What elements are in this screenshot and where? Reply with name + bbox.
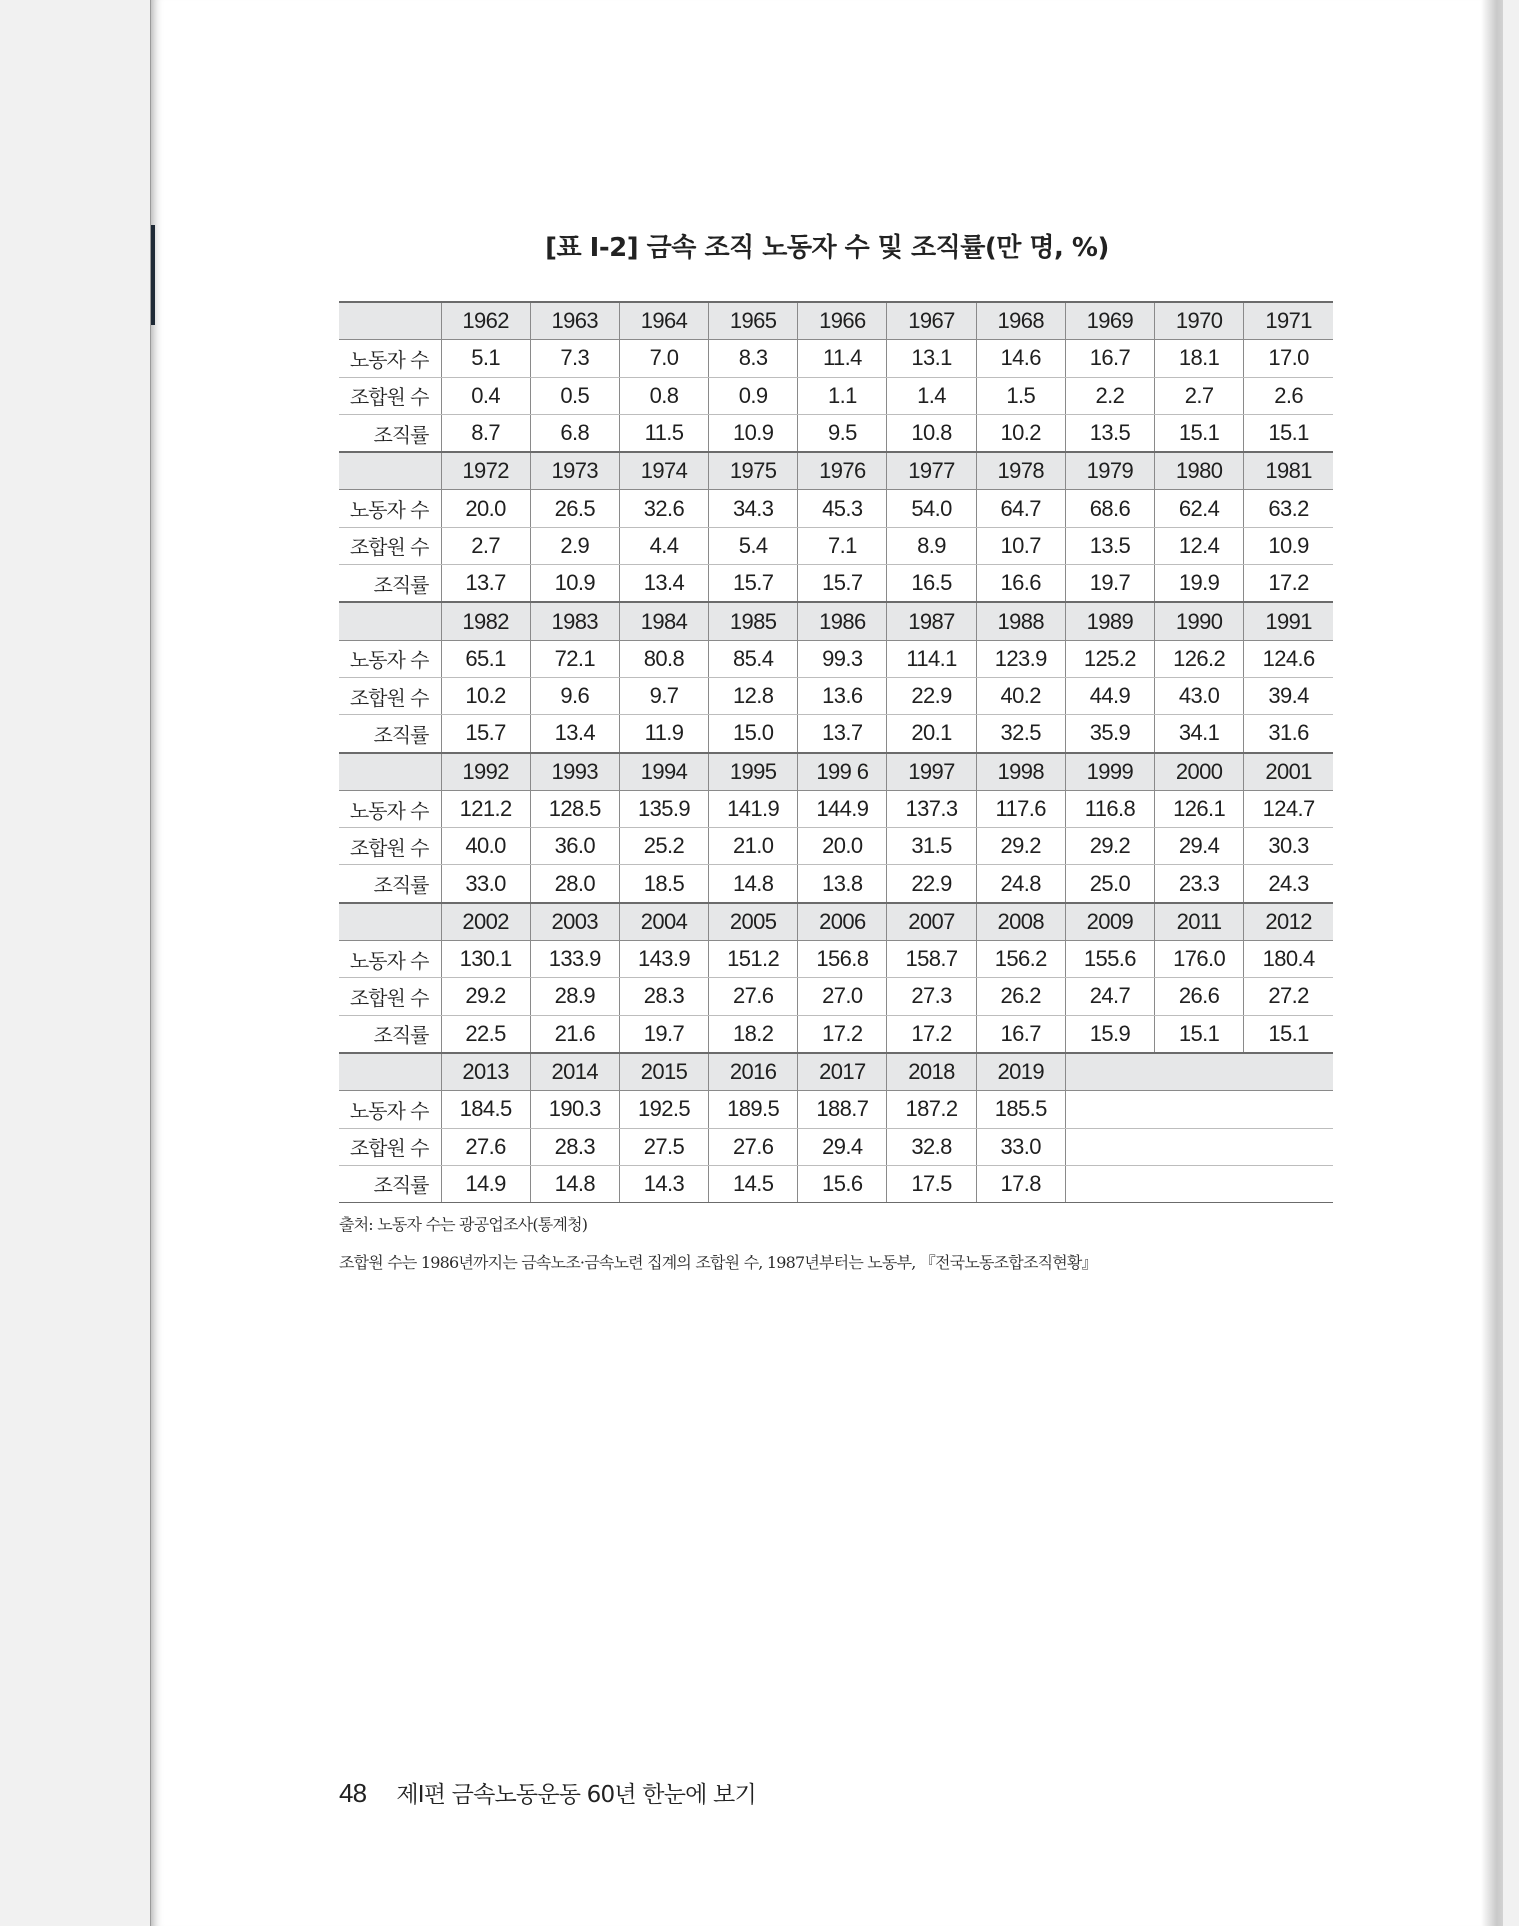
year-cell: 1976 — [798, 452, 887, 490]
value-cell: 20.0 — [441, 490, 530, 527]
table-row — [339, 828, 1333, 865]
year-cell: 1968 — [976, 302, 1065, 340]
value-cell: 189.5 — [709, 1091, 798, 1128]
value-cell: 39.4 — [1244, 677, 1333, 714]
value-cell: 188.7 — [798, 1091, 887, 1128]
row-label: 조직률 — [339, 565, 441, 603]
year-cell: 1983 — [530, 602, 619, 640]
value-cell: 13.5 — [1065, 527, 1154, 564]
value-cell: 2.2 — [1065, 377, 1154, 414]
value-cell: 35.9 — [1065, 715, 1154, 753]
row-label: 노동자 수 — [339, 490, 441, 527]
row-label: 조합원 수 — [339, 1128, 441, 1165]
value-cell: 143.9 — [619, 941, 708, 978]
value-cell: 16.7 — [976, 1015, 1065, 1053]
statistics-table — [339, 301, 1333, 1203]
value-cell: 176.0 — [1155, 941, 1244, 978]
table-row — [339, 340, 1333, 377]
value-cell: 17.0 — [1244, 340, 1333, 377]
value-cell: 43.0 — [1155, 677, 1244, 714]
value-cell: 80.8 — [619, 640, 708, 677]
value-cell: 13.8 — [798, 865, 887, 903]
value-cell: 27.2 — [1244, 978, 1333, 1015]
year-cell: 1967 — [887, 302, 976, 340]
value-cell: 14.6 — [976, 340, 1065, 377]
value-cell: 18.2 — [709, 1015, 798, 1053]
value-cell: 29.2 — [976, 828, 1065, 865]
table-row — [339, 978, 1333, 1015]
value-cell: 2.6 — [1244, 377, 1333, 414]
value-cell: 10.2 — [441, 677, 530, 714]
value-cell: 16.7 — [1065, 340, 1154, 377]
value-cell: 1.5 — [976, 377, 1065, 414]
year-cell: 1986 — [798, 602, 887, 640]
value-cell: 126.1 — [1155, 790, 1244, 827]
year-cell: 1981 — [1244, 452, 1333, 490]
value-cell: 184.5 — [441, 1091, 530, 1128]
value-cell: 64.7 — [976, 490, 1065, 527]
value-cell: 32.6 — [619, 490, 708, 527]
year-header-row — [339, 753, 1333, 791]
value-cell: 9.5 — [798, 414, 887, 452]
corner-cell — [339, 1053, 441, 1091]
value-cell: 15.7 — [798, 565, 887, 603]
table-row — [339, 565, 1333, 603]
value-cell: 26.5 — [530, 490, 619, 527]
value-cell: 117.6 — [976, 790, 1065, 827]
value-cell: 185.5 — [976, 1091, 1065, 1128]
row-label: 노동자 수 — [339, 790, 441, 827]
value-cell: 15.7 — [709, 565, 798, 603]
value-cell: 29.4 — [798, 1128, 887, 1165]
member-source-note: 조합원 수는 1986년까지는 금속노조·금속노련 집계의 조합원 수, 1987년부터는 노동부, 『전국노동조합조직현황』 — [339, 1253, 1097, 1272]
year-cell: 2007 — [887, 903, 976, 941]
value-cell: 13.6 — [798, 677, 887, 714]
corner-cell — [339, 302, 441, 340]
value-cell: 11.4 — [798, 340, 887, 377]
year-cell: 1969 — [1065, 302, 1154, 340]
year-cell: 1973 — [530, 452, 619, 490]
value-cell: 21.6 — [530, 1015, 619, 1053]
year-cell: 2016 — [709, 1053, 798, 1091]
value-cell: 125.2 — [1065, 640, 1154, 677]
value-cell: 25.0 — [1065, 865, 1154, 903]
value-cell: 126.2 — [1155, 640, 1244, 677]
value-cell: 30.3 — [1244, 828, 1333, 865]
value-cell: 8.7 — [441, 414, 530, 452]
year-cell: 2006 — [798, 903, 887, 941]
value-cell: 133.9 — [530, 941, 619, 978]
value-cell: 14.8 — [709, 865, 798, 903]
corner-cell — [339, 602, 441, 640]
table-row — [339, 640, 1333, 677]
value-cell: 156.2 — [976, 941, 1065, 978]
value-cell: 20.0 — [798, 828, 887, 865]
value-cell: 19.7 — [1065, 565, 1154, 603]
year-cell: 2003 — [530, 903, 619, 941]
value-cell: 7.1 — [798, 527, 887, 564]
value-cell: 31.6 — [1244, 715, 1333, 753]
value-cell: 29.2 — [441, 978, 530, 1015]
year-cell: 2011 — [1155, 903, 1244, 941]
value-cell: 34.3 — [709, 490, 798, 527]
row-label: 조합원 수 — [339, 828, 441, 865]
value-cell: 135.9 — [619, 790, 708, 827]
value-cell: 141.9 — [709, 790, 798, 827]
value-cell: 22.9 — [887, 677, 976, 714]
table-row — [339, 677, 1333, 714]
year-cell: 1966 — [798, 302, 887, 340]
year-cell: 1978 — [976, 452, 1065, 490]
value-cell: 28.9 — [530, 978, 619, 1015]
value-cell: 137.3 — [887, 790, 976, 827]
value-cell: 27.3 — [887, 978, 976, 1015]
table-body — [339, 302, 1333, 1203]
value-cell: 10.9 — [530, 565, 619, 603]
value-cell: 13.4 — [619, 565, 708, 603]
year-cell: 1974 — [619, 452, 708, 490]
value-cell: 13.5 — [1065, 414, 1154, 452]
value-cell: 28.0 — [530, 865, 619, 903]
value-cell: 85.4 — [709, 640, 798, 677]
row-label: 조직률 — [339, 1165, 441, 1202]
row-label: 조직률 — [339, 715, 441, 753]
value-cell: 8.9 — [887, 527, 976, 564]
row-label: 조직률 — [339, 865, 441, 903]
table-row — [339, 941, 1333, 978]
value-cell: 114.1 — [887, 640, 976, 677]
value-cell: 0.4 — [441, 377, 530, 414]
year-cell: 1992 — [441, 753, 530, 791]
year-cell: 1971 — [1244, 302, 1333, 340]
value-cell: 7.0 — [619, 340, 708, 377]
year-cell: 2013 — [441, 1053, 530, 1091]
value-cell: 27.6 — [709, 978, 798, 1015]
value-cell: 4.4 — [619, 527, 708, 564]
value-cell: 32.5 — [976, 715, 1065, 753]
table-row — [339, 715, 1333, 753]
value-cell: 16.5 — [887, 565, 976, 603]
document-page — [150, 0, 1503, 1926]
year-header-row — [339, 602, 1333, 640]
value-cell: 72.1 — [530, 640, 619, 677]
row-label: 조합원 수 — [339, 677, 441, 714]
value-cell: 13.1 — [887, 340, 976, 377]
value-cell: 13.7 — [798, 715, 887, 753]
value-cell: 13.4 — [530, 715, 619, 753]
row-label: 조합원 수 — [339, 527, 441, 564]
value-cell: 10.2 — [976, 414, 1065, 452]
corner-cell — [339, 903, 441, 941]
value-cell: 23.3 — [1155, 865, 1244, 903]
value-cell: 9.6 — [530, 677, 619, 714]
value-cell: 11.9 — [619, 715, 708, 753]
value-cell: 15.9 — [1065, 1015, 1154, 1053]
value-cell: 14.3 — [619, 1165, 708, 1202]
value-cell: 144.9 — [798, 790, 887, 827]
value-cell: 19.9 — [1155, 565, 1244, 603]
year-cell: 1972 — [441, 452, 530, 490]
year-header-row — [339, 903, 1333, 941]
page-footer — [339, 1776, 756, 1809]
value-cell: 15.0 — [709, 715, 798, 753]
value-cell: 17.2 — [1244, 565, 1333, 603]
value-cell: 10.8 — [887, 414, 976, 452]
page-edge-shadow — [1481, 0, 1503, 1926]
value-cell: 24.7 — [1065, 978, 1154, 1015]
value-cell: 27.5 — [619, 1128, 708, 1165]
table-row — [339, 414, 1333, 452]
year-cell: 1975 — [709, 452, 798, 490]
value-cell: 29.2 — [1065, 828, 1154, 865]
value-cell: 34.1 — [1155, 715, 1244, 753]
value-cell: 12.8 — [709, 677, 798, 714]
year-cell: 2015 — [619, 1053, 708, 1091]
row-label: 노동자 수 — [339, 640, 441, 677]
value-cell: 190.3 — [530, 1091, 619, 1128]
table-row — [339, 1128, 1333, 1165]
value-cell: 99.3 — [798, 640, 887, 677]
year-cell: 1984 — [619, 602, 708, 640]
table-notes — [339, 1206, 1097, 1282]
value-cell: 33.0 — [441, 865, 530, 903]
value-cell: 17.8 — [976, 1165, 1065, 1202]
value-cell: 8.3 — [709, 340, 798, 377]
value-cell: 124.6 — [1244, 640, 1333, 677]
value-cell: 17.2 — [887, 1015, 976, 1053]
year-cell: 1998 — [976, 753, 1065, 791]
table-row — [339, 1165, 1333, 1202]
value-cell: 22.5 — [441, 1015, 530, 1053]
value-cell: 16.6 — [976, 565, 1065, 603]
row-label: 노동자 수 — [339, 941, 441, 978]
table-title: [표 Ⅰ-2] 금속 조직 노동자 수 및 조직률(만 명, %) — [545, 233, 1109, 263]
value-cell: 20.1 — [887, 715, 976, 753]
year-cell: 1963 — [530, 302, 619, 340]
value-cell: 26.6 — [1155, 978, 1244, 1015]
value-cell: 68.6 — [1065, 490, 1154, 527]
row-label: 조합원 수 — [339, 978, 441, 1015]
year-cell: 1979 — [1065, 452, 1154, 490]
value-cell: 28.3 — [530, 1128, 619, 1165]
value-cell: 7.3 — [530, 340, 619, 377]
corner-cell — [339, 753, 441, 791]
value-cell: 18.1 — [1155, 340, 1244, 377]
year-cell: 2002 — [441, 903, 530, 941]
year-cell: 1962 — [441, 302, 530, 340]
value-cell: 151.2 — [709, 941, 798, 978]
value-cell: 54.0 — [887, 490, 976, 527]
value-cell: 5.1 — [441, 340, 530, 377]
table-row — [339, 865, 1333, 903]
year-header-row — [339, 1053, 1333, 1091]
table-row — [339, 1015, 1333, 1053]
table-row — [339, 377, 1333, 414]
value-cell: 24.3 — [1244, 865, 1333, 903]
value-cell: 14.5 — [709, 1165, 798, 1202]
value-cell: 15.6 — [798, 1165, 887, 1202]
value-cell: 65.1 — [441, 640, 530, 677]
value-cell: 0.8 — [619, 377, 708, 414]
year-cell: 1991 — [1244, 602, 1333, 640]
row-label: 조직률 — [339, 414, 441, 452]
year-cell: 1997 — [887, 753, 976, 791]
year-cell: 1964 — [619, 302, 708, 340]
table-row — [339, 1091, 1333, 1128]
value-cell: 158.7 — [887, 941, 976, 978]
year-cell: 2004 — [619, 903, 708, 941]
year-cell: 1985 — [709, 602, 798, 640]
year-cell: 1989 — [1065, 602, 1154, 640]
value-cell: 22.9 — [887, 865, 976, 903]
value-cell: 32.8 — [887, 1128, 976, 1165]
value-cell: 156.8 — [798, 941, 887, 978]
value-cell: 121.2 — [441, 790, 530, 827]
empty-cell — [1065, 1053, 1333, 1091]
value-cell: 24.8 — [976, 865, 1065, 903]
value-cell: 12.4 — [1155, 527, 1244, 564]
value-cell: 2.7 — [1155, 377, 1244, 414]
year-cell: 2000 — [1155, 753, 1244, 791]
year-cell: 2005 — [709, 903, 798, 941]
value-cell: 180.4 — [1244, 941, 1333, 978]
value-cell: 5.4 — [709, 527, 798, 564]
value-cell: 116.8 — [1065, 790, 1154, 827]
value-cell: 10.9 — [1244, 527, 1333, 564]
value-cell: 33.0 — [976, 1128, 1065, 1165]
value-cell: 0.5 — [530, 377, 619, 414]
value-cell: 15.1 — [1155, 1015, 1244, 1053]
value-cell: 123.9 — [976, 640, 1065, 677]
empty-cell — [1065, 1128, 1333, 1165]
chapter-title: 제Ⅰ편 금속노동운동 60년 한눈에 보기 — [396, 1782, 756, 1808]
value-cell: 45.3 — [798, 490, 887, 527]
value-cell: 25.2 — [619, 828, 708, 865]
value-cell: 10.7 — [976, 527, 1065, 564]
table-row — [339, 790, 1333, 827]
year-cell: 199 6 — [798, 753, 887, 791]
value-cell: 44.9 — [1065, 677, 1154, 714]
value-cell: 40.0 — [441, 828, 530, 865]
value-cell: 130.1 — [441, 941, 530, 978]
value-cell: 15.7 — [441, 715, 530, 753]
year-cell: 2009 — [1065, 903, 1154, 941]
value-cell: 13.7 — [441, 565, 530, 603]
corner-cell — [339, 452, 441, 490]
value-cell: 1.1 — [798, 377, 887, 414]
value-cell: 27.0 — [798, 978, 887, 1015]
empty-cell — [1065, 1091, 1333, 1128]
value-cell: 36.0 — [530, 828, 619, 865]
year-cell: 1990 — [1155, 602, 1244, 640]
value-cell: 62.4 — [1155, 490, 1244, 527]
row-label: 조합원 수 — [339, 377, 441, 414]
value-cell: 187.2 — [887, 1091, 976, 1128]
value-cell: 17.5 — [887, 1165, 976, 1202]
value-cell: 31.5 — [887, 828, 976, 865]
value-cell: 27.6 — [709, 1128, 798, 1165]
row-label: 노동자 수 — [339, 340, 441, 377]
year-cell: 1995 — [709, 753, 798, 791]
year-header-row — [339, 302, 1333, 340]
value-cell: 27.6 — [441, 1128, 530, 1165]
value-cell: 128.5 — [530, 790, 619, 827]
year-cell: 1988 — [976, 602, 1065, 640]
year-cell: 1994 — [619, 753, 708, 791]
year-cell: 1999 — [1065, 753, 1154, 791]
value-cell: 18.5 — [619, 865, 708, 903]
year-cell: 2017 — [798, 1053, 887, 1091]
source-note: 출처: 노동자 수는 광공업조사(통계청) — [339, 1215, 588, 1234]
value-cell: 17.2 — [798, 1015, 887, 1053]
value-cell: 26.2 — [976, 978, 1065, 1015]
value-cell: 63.2 — [1244, 490, 1333, 527]
value-cell: 9.7 — [619, 677, 708, 714]
year-cell: 2018 — [887, 1053, 976, 1091]
value-cell: 2.9 — [530, 527, 619, 564]
year-cell: 1965 — [709, 302, 798, 340]
table-row — [339, 527, 1333, 564]
value-cell: 6.8 — [530, 414, 619, 452]
page-number: 48 — [339, 1778, 367, 1808]
value-cell: 15.1 — [1244, 414, 1333, 452]
year-cell: 1987 — [887, 602, 976, 640]
year-cell: 2019 — [976, 1053, 1065, 1091]
year-cell: 1982 — [441, 602, 530, 640]
table-row — [339, 490, 1333, 527]
value-cell: 10.9 — [709, 414, 798, 452]
year-cell: 2014 — [530, 1053, 619, 1091]
year-cell: 2001 — [1244, 753, 1333, 791]
value-cell: 29.4 — [1155, 828, 1244, 865]
year-cell: 1970 — [1155, 302, 1244, 340]
year-cell: 1993 — [530, 753, 619, 791]
value-cell: 1.4 — [887, 377, 976, 414]
year-cell: 2012 — [1244, 903, 1333, 941]
value-cell: 155.6 — [1065, 941, 1154, 978]
row-label: 노동자 수 — [339, 1091, 441, 1128]
year-cell: 1977 — [887, 452, 976, 490]
year-cell: 2008 — [976, 903, 1065, 941]
year-header-row — [339, 452, 1333, 490]
value-cell: 2.7 — [441, 527, 530, 564]
empty-cell — [1065, 1165, 1333, 1202]
value-cell: 21.0 — [709, 828, 798, 865]
value-cell: 14.9 — [441, 1165, 530, 1202]
value-cell: 28.3 — [619, 978, 708, 1015]
value-cell: 19.7 — [619, 1015, 708, 1053]
year-cell: 1980 — [1155, 452, 1244, 490]
row-label: 조직률 — [339, 1015, 441, 1053]
value-cell: 0.9 — [709, 377, 798, 414]
value-cell: 124.7 — [1244, 790, 1333, 827]
value-cell: 40.2 — [976, 677, 1065, 714]
value-cell: 11.5 — [619, 414, 708, 452]
value-cell: 14.8 — [530, 1165, 619, 1202]
value-cell: 192.5 — [619, 1091, 708, 1128]
value-cell: 15.1 — [1155, 414, 1244, 452]
value-cell: 15.1 — [1244, 1015, 1333, 1053]
